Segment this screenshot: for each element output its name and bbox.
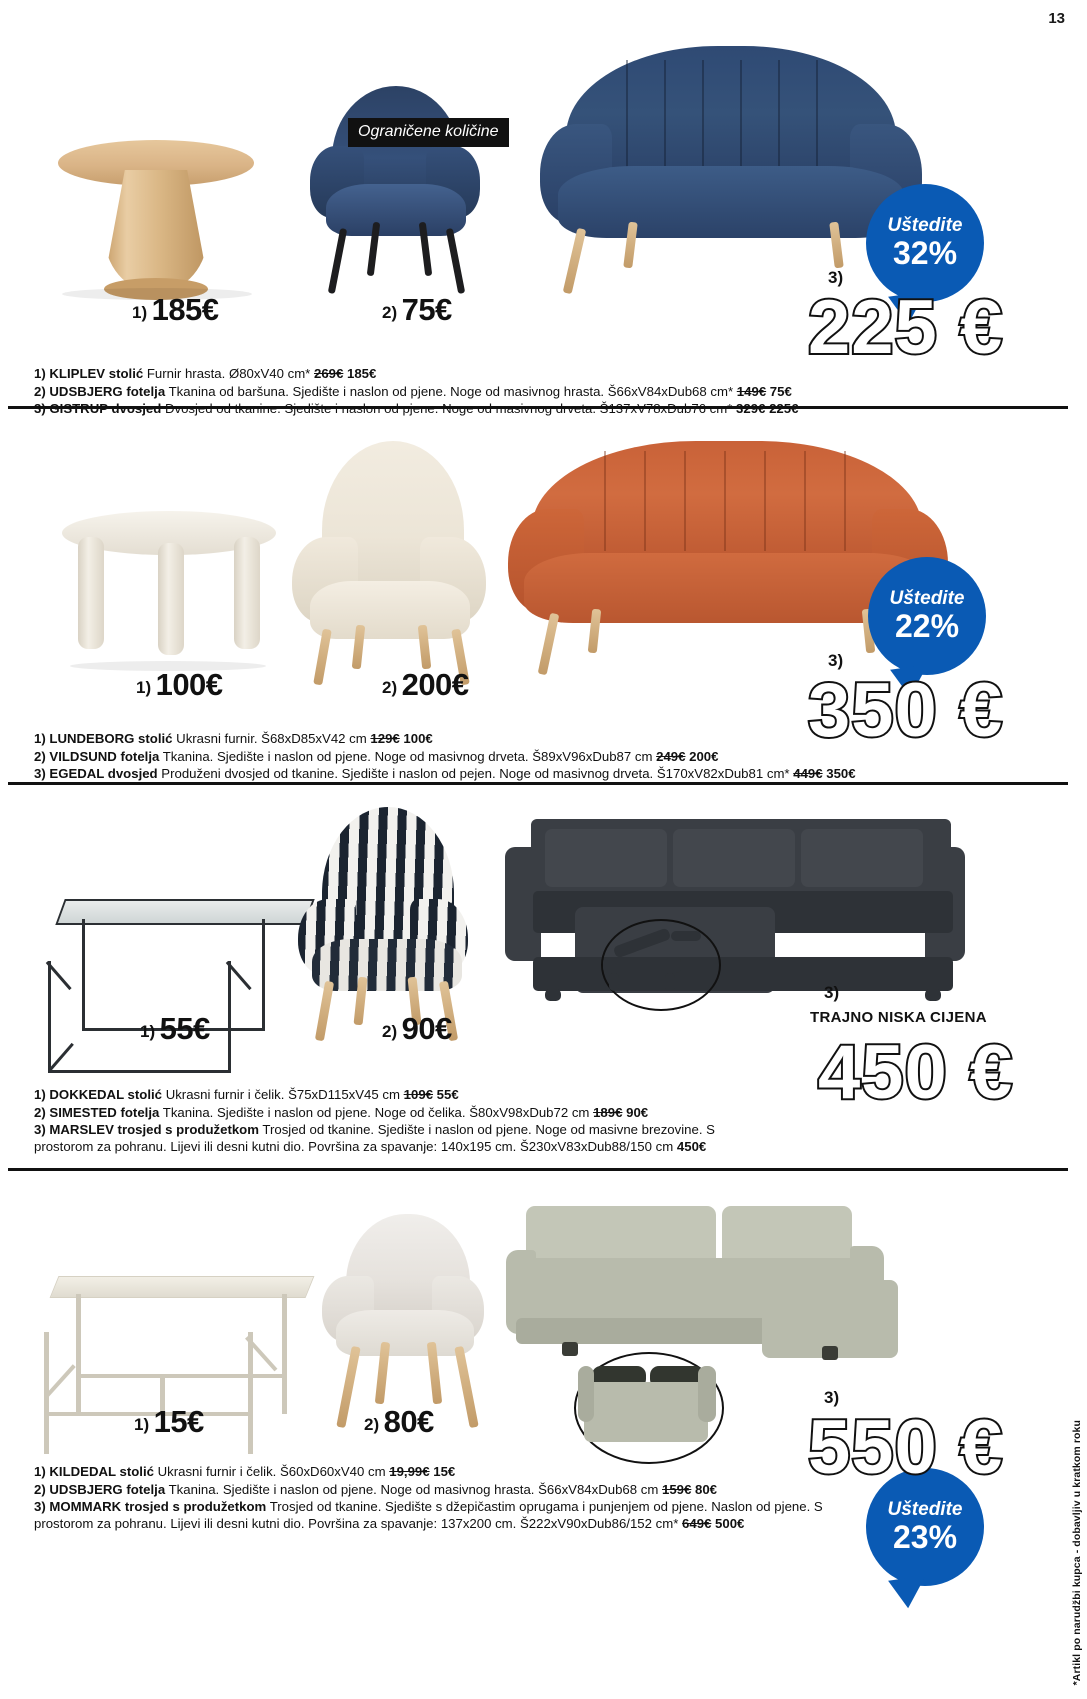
discount-badge-value: 32% [892, 234, 958, 271]
product-section-1 [0, 0, 1087, 417]
description-line: 3) EGEDAL dvosjed Produženi dvosjed od tkanine. Sjedište i naslon od pejen. Noge od masivnog drveta. Š170xV82xDub81 cm* 449€ 350€ [34, 766, 856, 782]
hero-price-2: 350 € [808, 668, 1004, 753]
description-line: 1) KLIPLEV stolić Furnir hrasta. Ø80xV40 cm* 269€ 185€ [34, 366, 377, 381]
price-caption-1-2: 2) 75€ [382, 292, 452, 327]
discount-badge-label: Uštedite [887, 1498, 963, 1520]
price-caption-3-2: 2) 90€ [382, 1011, 452, 1046]
description-line: 1) LUNDEBORG stolić Ukrasni furnir. Š68xD85xV42 cm 129€ 100€ [34, 731, 433, 746]
description-line: 3) MOMMARK trosjed s produžetkom Trosjed od tkanine. Sjedište s džepičastim oprugama i punjenjem od pjene. Naslon od pjene. S prostorom za pohranu. Lijevi ili desni kutni dio. Površina za spavanje: 137x200 cm. Š222xV90xDub86/152 cm* 649€ 500€ [34, 1499, 823, 1531]
product-image-mommark-sofa [506, 1206, 946, 1436]
price-caption-3-1: 1) 55€ [140, 1011, 210, 1046]
description-line: 2) SIMESTED fotelja Tkanina. Sjedište i naslon od pjene. Noge od čelika. Š80xV98xDub72 cm 189€ 90€ [34, 1104, 649, 1120]
product-section-2 [0, 411, 1087, 786]
description-line: 3) GISTRUP dvosjed Dvosjed od tkanine. Sjedište i naslon od pjene. Noge od masivnog drveta. Š137xV78xDub76 cm* 329€ 225€ [34, 401, 799, 417]
description-block-3 [34, 1087, 1034, 1156]
hero-price-3: 450 € [818, 1030, 1014, 1115]
description-line: 2) UDSBJERG fotelja Tkanina. Sjedište i naslon od pjene. Noge od masivnog hrasta. Š66xV84xDub68 cm 159€ 80€ [34, 1481, 718, 1497]
description-line: 1) KILDEDAL stolić Ukrasni furnir i čelik. Š60xD60xV40 cm 19,99€ 15€ [34, 1464, 456, 1479]
price-caption-4-2: 2) 80€ [364, 1404, 434, 1439]
product-image-vildsund-chair [292, 441, 492, 671]
description-block-4 [34, 1464, 1034, 1533]
discount-badge-2 [868, 557, 986, 675]
product-section-4 [0, 1176, 1087, 1699]
limited-quantity-ribbon: Ograničene količine [348, 118, 509, 147]
hero-index-4: 3) [824, 1388, 840, 1407]
discount-badge-value: 22% [894, 607, 960, 644]
product-image-kliplev-table [58, 140, 258, 305]
discount-badge-label: Uštedite [887, 214, 963, 236]
product-section-3 [0, 787, 1087, 1169]
product-image-udsbjerg-chair-2 [322, 1214, 492, 1429]
description-line: 2) VILDSUND fotelja Tkanina. Sjedište i naslon od pjene. Noge od masivnog drveta. Š89xV96xDub87 cm 249€ 200€ [34, 748, 719, 764]
price-caption-2-1: 1) 100€ [136, 667, 223, 702]
description-line: 3) MARSLEV trosjed s produžetkom Trosjed od tkanine. Sjedište i naslon od pjene. Noge od masivne brezovine. S prostorom za pohranu. Lijevi ili desni kutni dio. Površina za spavanje: 140x195 cm. Š230xV83xDub88/150 cm 450€ [34, 1122, 715, 1154]
hero-subtitle-3: TRAJNO NISKA CIJENA [810, 1009, 987, 1026]
product-image-simested-chair [298, 807, 473, 1027]
footnote-side-note: *Artikl po narudžbi kupca - dobavljiv u kratkom roku [1071, 1419, 1083, 1685]
discount-badge-value: 23% [892, 1518, 958, 1555]
price-caption-1-1: 1) 185€ [132, 292, 219, 327]
product-image-marslev-sofa [505, 807, 975, 1037]
description-line: 1) DOKKEDAL stolić Ukrasni furnir i čelik. Š75xD115xV45 cm 109€ 55€ [34, 1087, 459, 1102]
description-line: 2) UDSBJERG fotelja Tkanina od baršuna. Sjedište i naslon od pjene. Noge od masivnog hrasta. Š66xV84xDub68 cm* 149€ 75€ [34, 383, 792, 399]
page-number: 13 [1048, 10, 1065, 27]
hero-index-1: 3) [828, 268, 844, 287]
price-caption-4-1: 1) 15€ [134, 1404, 204, 1439]
hero-price-1: 225 € [808, 285, 1004, 370]
description-block-2 [34, 731, 1034, 784]
hero-index-3: 3) [824, 983, 840, 1002]
product-image-lundeborg-table [62, 511, 282, 671]
hero-index-2: 3) [828, 651, 844, 670]
discount-badge-label: Uštedite [889, 587, 965, 609]
hero-price-4: 550 € [808, 1405, 1004, 1490]
price-caption-2-2: 2) 200€ [382, 667, 469, 702]
product-image-udsbjerg-chair [310, 86, 485, 286]
